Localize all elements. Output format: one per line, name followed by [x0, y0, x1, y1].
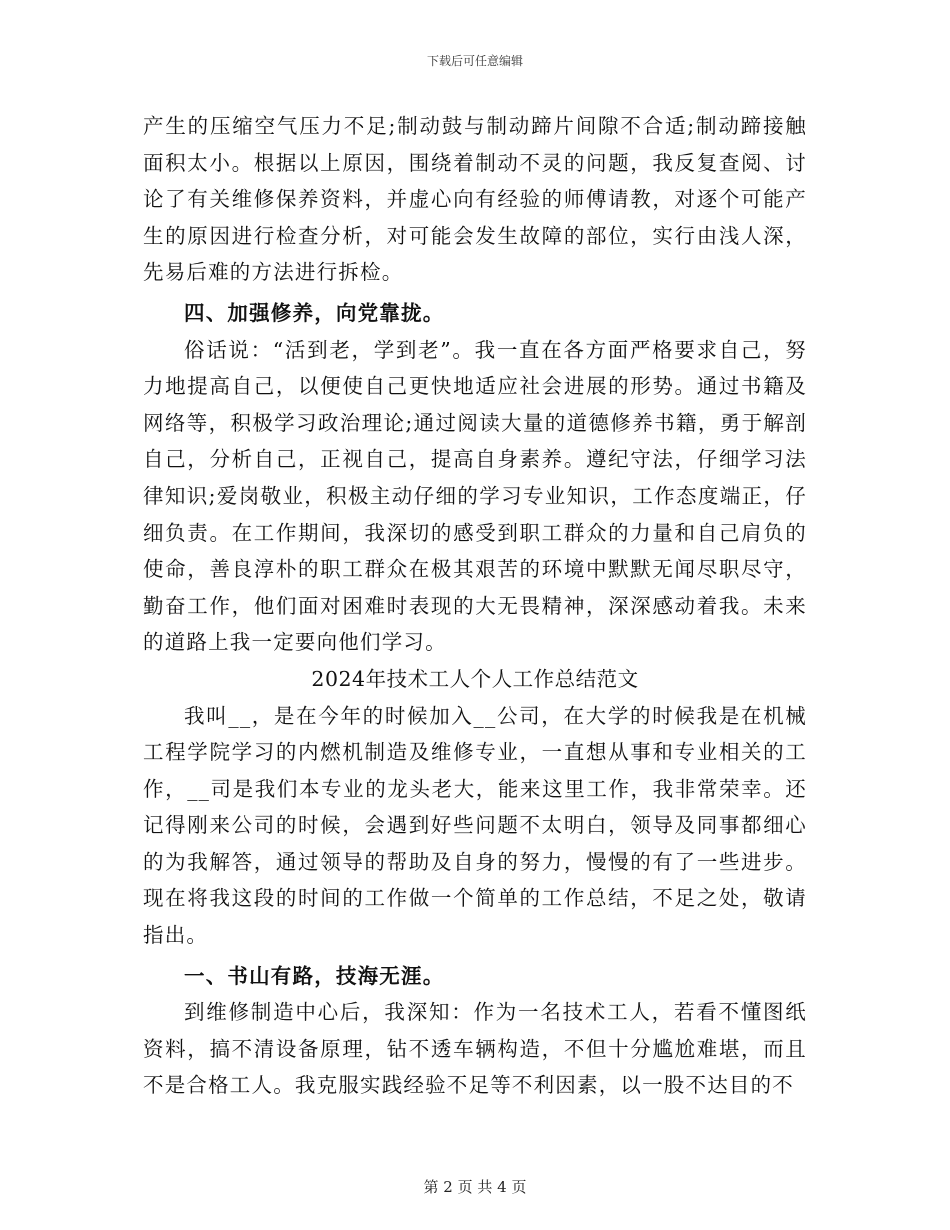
paragraph-introduction: 我叫__，是在今年的时候加入__公司，在大学的时候我是在机械工程学院学习的内燃机制造及维修专业，一直想从事和专业相关的工作，__司是我们本专业的龙头老大，能来这里工作，我非常荣幸。还记得刚来公司的时候，会遇到好些问题不太明白，领导及同事都细心的为我解答，通过领导的帮助及自身的努力，慢慢的有了一些进步。现在将我这段的时间的工作做一个简单的工作总结，不足之处，敬请指出。	[143, 703, 807, 948]
paragraph-technical-learning: 到维修制造中心后，我深知：作为一名技术工人，若看不懂图纸资料，搞不清设备原理，钻不透车辆构造，不但十分尴尬难堪，而且不是合格工人。我克服实践经验不足等不利因素，以一股不达目的不	[143, 1000, 807, 1098]
document-title: 2024年技术工人个人工作总结范文	[311, 666, 639, 691]
page-header: 下载后可任意编辑	[426, 54, 523, 68]
paragraph-self-cultivation: 俗话说：“活到老，学到老”。我一直在各方面严格要求自己，努力地提高自己，以便使自己更快地适应社会进展的形势。通过书籍及网络等，积极学习政治理论;通过阅读大量的道德修养书籍，勇于解剖自己，分析自己，正视自己，提高自身素养。遵纪守法，仔细学习法律知识;爱岗敬业，积极主动仔细的学习专业知识，工作态度端正，仔细负责。在工作期间，我深切的感受到职工群众的力量和自己肩负的使命，善良淳朴的职工群众在极其艰苦的环境中默默无闻尽职尽守，勤奋工作，他们面对困难时表现的大无畏精神，深深感动着我。未来的道路上我一定要向他们学习。	[143, 337, 807, 655]
section-heading-one: 一、书山有路，技海无涯。	[184, 963, 445, 988]
page-number: 第 2 页 共 4 页	[423, 1178, 527, 1196]
document-body	[143, 108, 807, 1104]
paragraph-brake-inspection: 产生的压缩空气压力不足;制动鼓与制动蹄片间隙不合适;制动蹄接触面积太小。根据以上原因，围绕着制动不灵的问题，我反复查阅、讨论了有关维修保养资料，并虚心向有经验的师傅请教，对逐个可能产生的原因进行检查分析，对可能会发生故障的部位，实行由浅人深，先易后难的方法进行拆检。	[143, 114, 807, 285]
section-heading-four: 四、加强修养，向党靠拢。	[184, 300, 445, 325]
